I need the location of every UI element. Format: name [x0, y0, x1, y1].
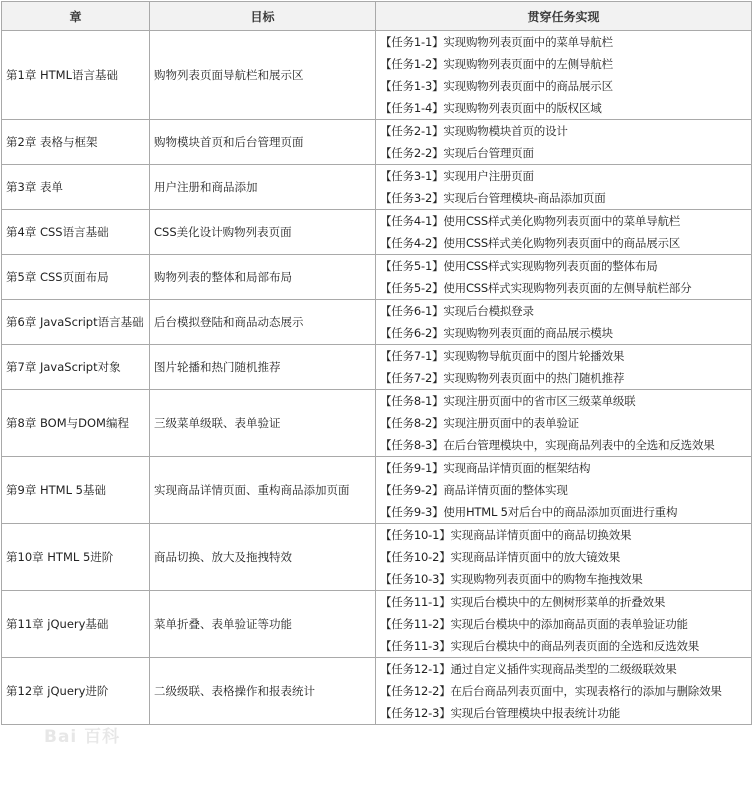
table-row [2, 345, 752, 390]
chapter-cell: 第12章 jQuery进阶 [2, 658, 150, 725]
task-item: 【任务3-2】实现后台管理模块-商品添加页面 [380, 191, 606, 205]
tasks-cell [376, 120, 752, 165]
task-item: 【任务5-1】使用CSS样式实现购物列表页面的整体布局 [380, 259, 658, 273]
table-row [2, 165, 752, 210]
task-item: 【任务10-3】实现购物列表页面中的购物车拖拽效果 [380, 572, 643, 586]
watermark-text: Bai 百科 [44, 727, 121, 747]
task-item: 【任务12-2】在后台商品列表页面中，实现表格行的添加与删除效果 [380, 684, 722, 698]
chapter-cell: 第9章 HTML 5基础 [2, 457, 150, 524]
goal-cell: 购物模块首页和后台管理页面 [150, 120, 376, 165]
goal-cell: 图片轮播和热门随机推荐 [150, 345, 376, 390]
chapter-cell: 第2章 表格与框架 [2, 120, 150, 165]
table-row [2, 658, 752, 725]
task-item: 【任务10-1】实现商品详情页面中的商品切换效果 [380, 528, 632, 542]
task-item: 【任务8-1】实现注册页面中的省市区三级菜单级联 [380, 394, 636, 408]
goal-cell: 后台模拟登陆和商品动态展示 [150, 300, 376, 345]
chapter-cell: 第5章 CSS页面布局 [2, 255, 150, 300]
task-item: 【任务4-2】使用CSS样式美化购物列表页面中的商品展示区 [380, 236, 681, 250]
goal-cell: 二级级联、表格操作和报表统计 [150, 658, 376, 725]
goal-cell: 实现商品详情页面、重构商品添加页面 [150, 457, 376, 524]
table-row [2, 120, 752, 165]
header-tasks: 贯穿任务实现 [376, 2, 752, 31]
table-row [2, 255, 752, 300]
tasks-cell [376, 524, 752, 591]
header-row [2, 2, 752, 31]
chapter-cell: 第11章 jQuery基础 [2, 591, 150, 658]
tasks-cell [376, 165, 752, 210]
tasks-cell [376, 300, 752, 345]
task-item: 【任务2-1】实现购物模块首页的设计 [380, 124, 568, 138]
task-item: 【任务7-1】实现购物导航页面中的图片轮播效果 [380, 349, 625, 363]
task-item: 【任务1-2】实现购物列表页面中的左侧导航栏 [380, 57, 613, 71]
task-item: 【任务6-2】实现购物列表页面的商品展示模块 [380, 326, 613, 340]
tasks-cell [376, 210, 752, 255]
goal-cell: 三级菜单级联、表单验证 [150, 390, 376, 457]
task-item: 【任务1-3】实现购物列表页面中的商品展示区 [380, 79, 613, 93]
task-item: 【任务12-3】实现后台管理模块中报表统计功能 [380, 706, 620, 720]
table-row [2, 591, 752, 658]
task-item: 【任务9-2】商品详情页面的整体实现 [380, 483, 568, 497]
task-item: 【任务3-1】实现用户注册页面 [380, 169, 534, 183]
tasks-cell [376, 457, 752, 524]
task-item: 【任务2-2】实现后台管理页面 [380, 146, 534, 160]
task-item: 【任务5-2】使用CSS样式实现购物列表页面的左侧导航栏部分 [380, 281, 692, 295]
task-item: 【任务11-3】实现后台模块中的商品列表页面的全选和反选效果 [380, 639, 700, 653]
task-item: 【任务11-1】实现后台模块中的左侧树形菜单的折叠效果 [380, 595, 666, 609]
task-item: 【任务7-2】实现购物列表页面中的热门随机推荐 [380, 371, 625, 385]
task-item: 【任务9-1】实现商品详情页面的框架结构 [380, 461, 591, 475]
task-item: 【任务6-1】实现后台模拟登录 [380, 304, 534, 318]
table-row [2, 457, 752, 524]
task-item: 【任务1-1】实现购物列表页面中的菜单导航栏 [380, 35, 613, 49]
tasks-cell [376, 390, 752, 457]
table-row [2, 31, 752, 120]
table-body [2, 31, 752, 725]
goal-cell: CSS美化设计购物列表页面 [150, 210, 376, 255]
course-table [1, 1, 752, 725]
tasks-cell [376, 658, 752, 725]
table-row [2, 390, 752, 457]
chapter-cell: 第6章 JavaScript语言基础 [2, 300, 150, 345]
chapter-cell: 第4章 CSS语言基础 [2, 210, 150, 255]
baike-watermark [44, 722, 120, 747]
header-chapter: 章 [2, 2, 150, 31]
task-item: 【任务1-4】实现购物列表页面中的版权区域 [380, 101, 602, 115]
table-row [2, 300, 752, 345]
goal-cell: 菜单折叠、表单验证等功能 [150, 591, 376, 658]
tasks-cell [376, 31, 752, 120]
goal-cell: 用户注册和商品添加 [150, 165, 376, 210]
goal-cell: 商品切换、放大及拖拽特效 [150, 524, 376, 591]
task-item: 【任务10-2】实现商品详情页面中的放大镜效果 [380, 550, 620, 564]
tasks-cell [376, 591, 752, 658]
goal-cell: 购物列表页面导航栏和展示区 [150, 31, 376, 120]
task-item: 【任务4-1】使用CSS样式美化购物列表页面中的菜单导航栏 [380, 214, 681, 228]
task-item: 【任务11-2】实现后台模块中的添加商品页面的表单验证功能 [380, 617, 688, 631]
task-item: 【任务12-1】通过自定义插件实现商品类型的二级级联效果 [380, 662, 677, 676]
task-item: 【任务8-2】实现注册页面中的表单验证 [380, 416, 579, 430]
chapter-cell: 第3章 表单 [2, 165, 150, 210]
chapter-cell: 第10章 HTML 5进阶 [2, 524, 150, 591]
tasks-cell [376, 345, 752, 390]
task-item: 【任务8-3】在后台管理模块中，实现商品列表中的全选和反选效果 [380, 438, 715, 452]
chapter-cell: 第1章 HTML语言基础 [2, 31, 150, 120]
task-item: 【任务9-3】使用HTML 5对后台中的商品添加页面进行重构 [380, 505, 678, 519]
chapter-cell: 第8章 BOM与DOM编程 [2, 390, 150, 457]
chapter-cell: 第7章 JavaScript对象 [2, 345, 150, 390]
tasks-cell [376, 255, 752, 300]
table-row [2, 210, 752, 255]
header-goal: 目标 [150, 2, 376, 31]
table-row [2, 524, 752, 591]
goal-cell: 购物列表的整体和局部布局 [150, 255, 376, 300]
